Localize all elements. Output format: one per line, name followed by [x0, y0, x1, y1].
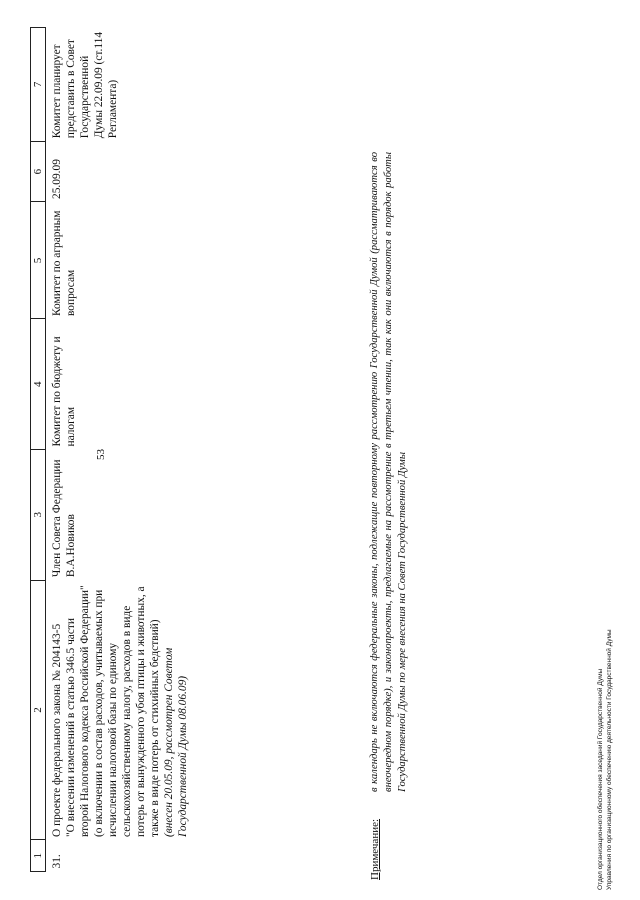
bill-cell	[46, 580, 256, 840]
column-header-1: 1	[31, 840, 46, 872]
header-row	[31, 28, 46, 872]
calendar-table	[30, 27, 255, 872]
responsible-committee-cell: Комитет по бюджету и налогам	[51, 336, 77, 447]
note-label: Примечание:	[369, 818, 381, 880]
footer	[596, 629, 614, 890]
row-number: 31.	[51, 854, 63, 869]
column-header-7: 7	[31, 28, 46, 142]
table-row	[46, 28, 256, 872]
column-header-6: 6	[31, 141, 46, 202]
note-text: в календарь не включаются федеральные законы, подлежащие повторному рассмотрению Государственной Думой (рассматриваются во внеочередном порядке), и законопроекты, предлагаемые на рассмотрение в третьем чтении, так как они включаются в порядок работы Государственной Думы по мере внесения на Совет Государственной Думы	[369, 152, 408, 792]
date-cell: 25.09.09	[51, 159, 63, 199]
bill-description: (о включении в состав расходов, учитываемых при исчислении налоговой базы по единому сельскохозяйственному налогу, расходов в виде потерь от вынужденного убоя птицы и животных, а также в виде потерь от стихийных бедствий)	[93, 586, 161, 837]
bill-name: "О внесении изменений в статью 346.5 части второй Налогового кодекса Российской Федерации"	[65, 585, 91, 837]
column-header-2: 2	[31, 580, 46, 840]
plan-cell: Комитет планирует представить в Совет Государственной Думы 22.09.09 (ст.114 Регламента)	[51, 31, 119, 139]
bill-title-line: О проекте федерального закона № 204143-5	[51, 623, 63, 837]
column-header-3: 3	[31, 450, 46, 581]
co-committee-cell: Комитет по аграрным вопросам	[51, 210, 77, 316]
page-number: 53	[95, 449, 107, 460]
column-header-4: 4	[31, 319, 46, 450]
footer-line-1: Отдел организационного обеспечения заседаний Государственной Думы	[597, 668, 604, 890]
author-cell: Член Совета Федерации В.А.Новиков	[51, 459, 77, 578]
footer-line-2: Управления по организационному обеспечению деятельности Государственной Думы	[606, 629, 613, 890]
column-header-5: 5	[31, 202, 46, 319]
bill-dates: (внесен 20.05.09, рассмотрен Советом Государственной Думы 08.06.09)	[163, 647, 189, 837]
